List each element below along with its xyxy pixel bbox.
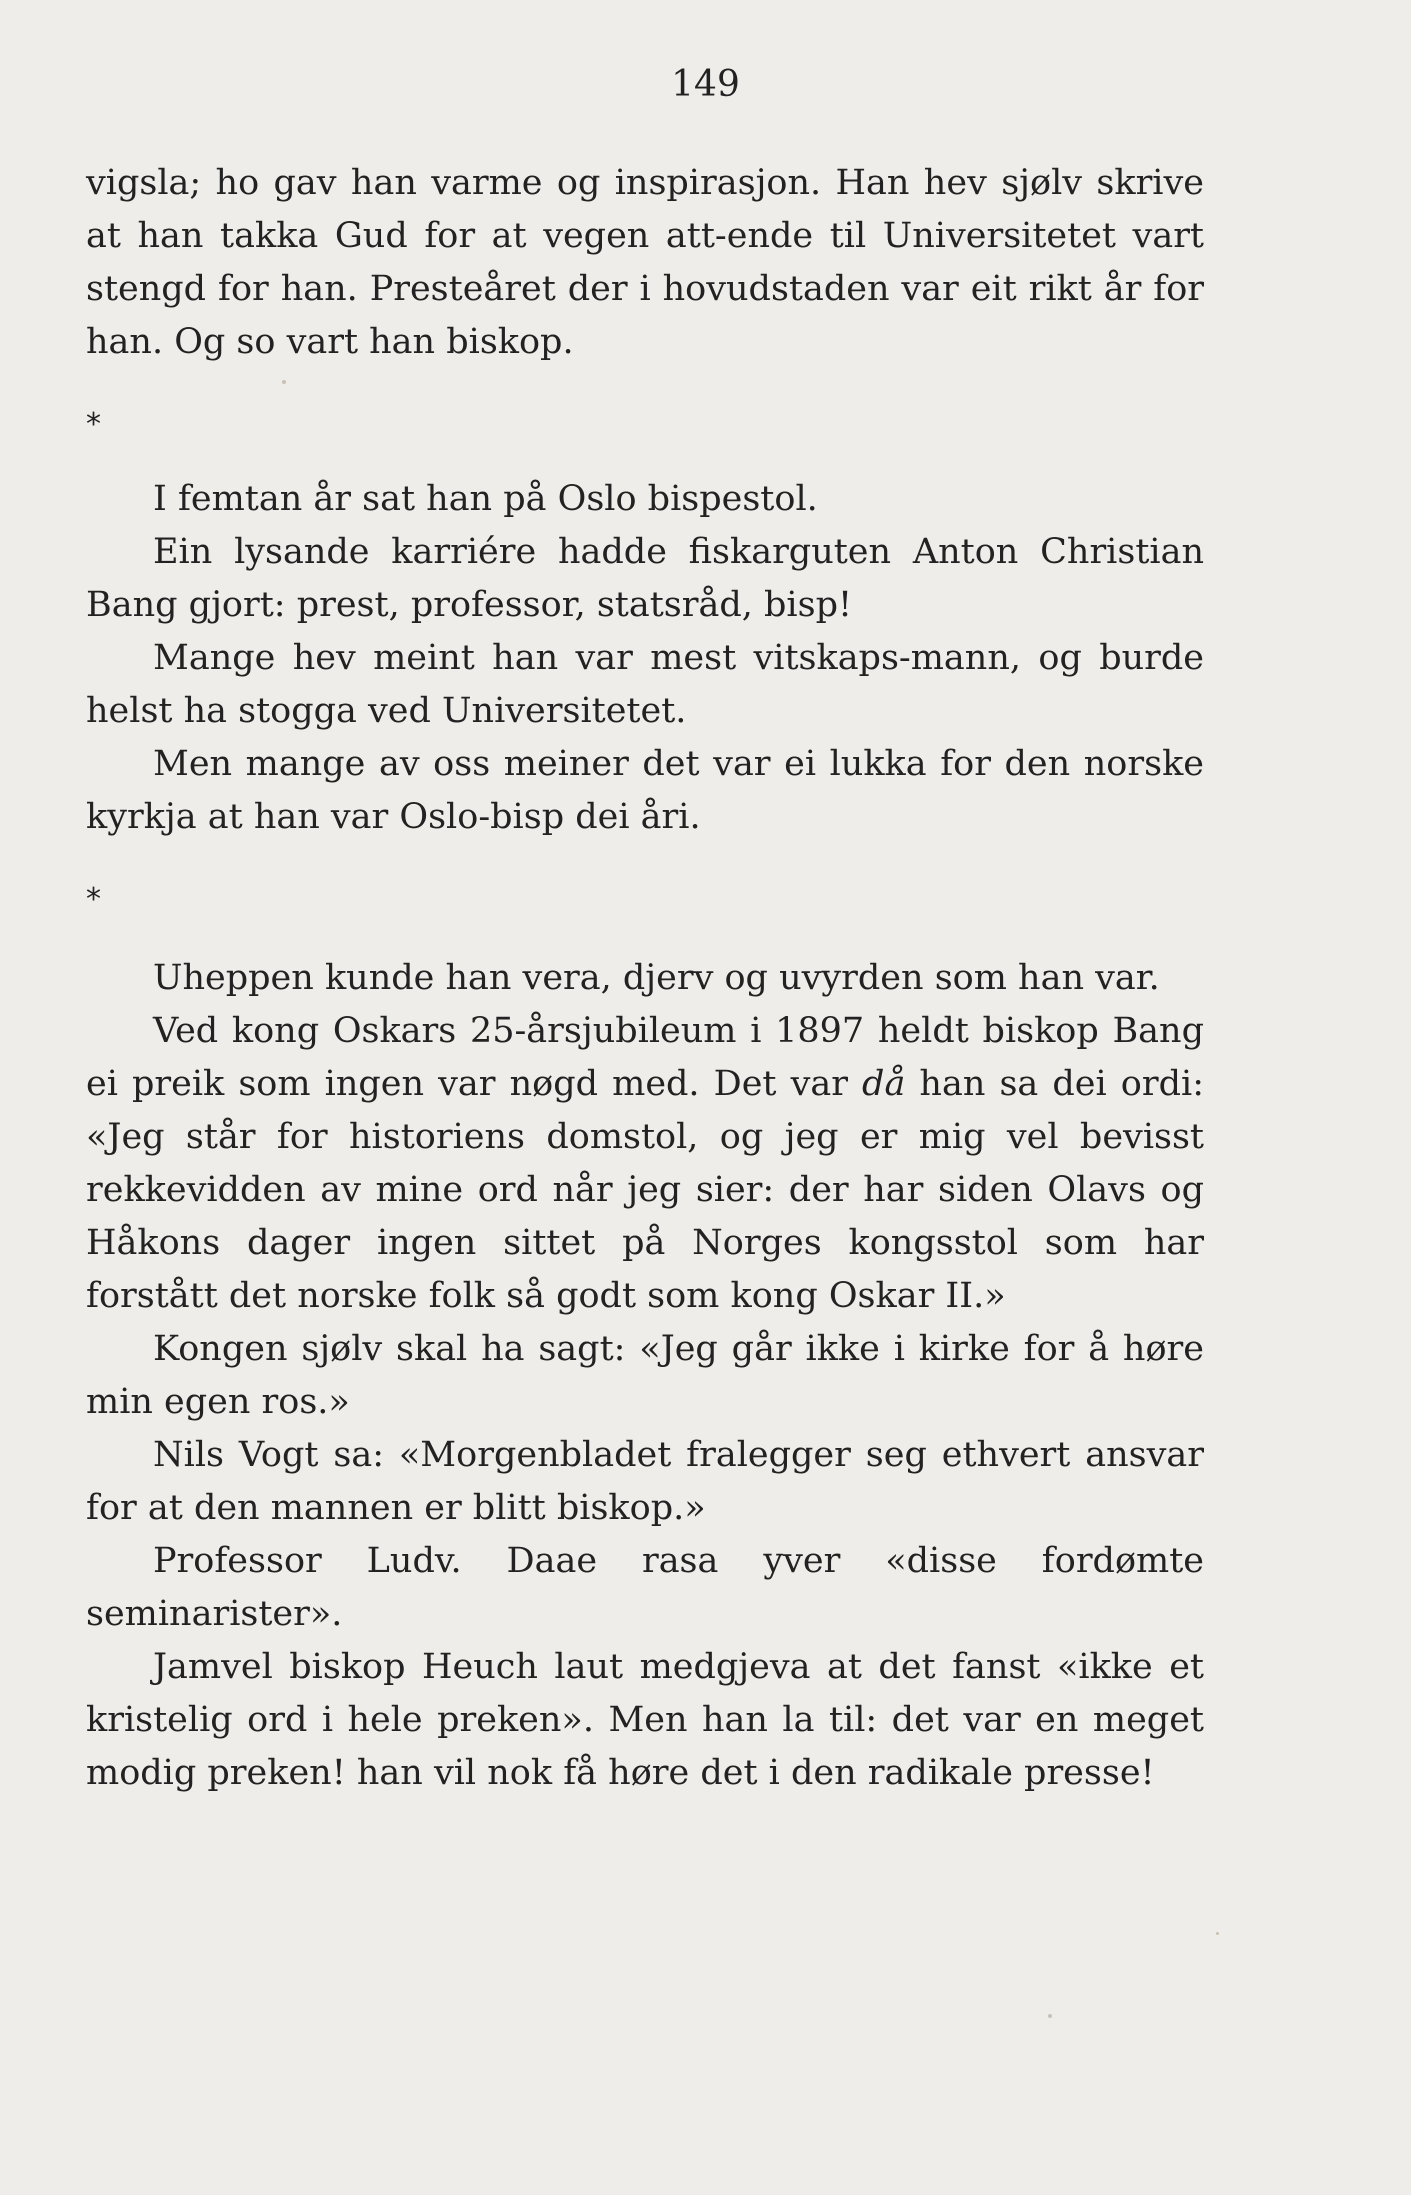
paragraph: I femtan år sat han på Oslo bispestol. [153,479,818,519]
paragraph: Men mange av oss meiner det var ei lukka for den norske kyrkja at han var Oslo-bisp dei åri. [86,744,1204,837]
section-divider-1 [86,398,1204,451]
paragraph: Kongen sjølv skal ha sagt: «Jeg går ikke i kirke for å høre min egen ros.» [86,1329,1204,1422]
paper-speck [1216,1932,1219,1935]
asterisk-divider: * [86,407,101,442]
text-section-2 [86,473,1204,844]
emphasis-text: då [862,1064,906,1104]
text-section-3 [86,952,1204,1800]
paragraph: Uheppen kunde han vera, djerv og uvyrden som han var. [153,958,1160,998]
section-divider-2 [86,873,1204,926]
paragraph: vigsla; ho gav han varme og inspirasjon. Han hev sjølv skrive at han takka Gud for at vegen att-ende til Universitetet vart stengd for han. Presteåret der i hovudstaden var eit rikt år for han. Og so vart han biskop. [86,163,1204,362]
asterisk-divider: * [86,882,101,917]
paragraph-text: Ved kong Oskars 25-årsjubileum i 1897 heldt biskop Bang ei preik som ingen var nøgd med. Det var [86,1011,1204,1104]
text-section-1 [86,157,1204,369]
paragraph: Mange hev meint han var mest vitskaps-mann, og burde helst ha stogga ved Universitetet. [86,638,1204,731]
paragraph: Nils Vogt sa: «Morgenbladet fralegger seg ethvert ansvar for at den mannen er blitt biskop.» [86,1435,1204,1528]
paragraph: Jamvel biskop Heuch laut medgjeva at det fanst «ikke et kristelig ord i hele preken». Men han la til: det var en meget modig preken! han vil nok få høre det i den radikale presse! [86,1647,1204,1793]
page-number: 149 [671,64,740,105]
paragraph: Ein lysande karriére hadde fiskarguten Anton Christian Bang gjort: prest, professor, statsråd, bisp! [86,532,1204,625]
paragraph-text: han sa dei ordi: «Jeg står for historiens domstol, og jeg er mig vel bevisst rekkevidden av mine ord når jeg sier: der har siden Olavs og Håkons dager ingen sittet på Norges kongsstol som har forstått det norske folk så godt som kong Oskar II.» [86,1064,1204,1316]
paragraph [86,1005,1204,1323]
paper-speck [282,380,286,384]
paper-speck [1048,2014,1052,2018]
paragraph: Professor Ludv. Daae rasa yver «disse fordømte seminarister». [86,1541,1204,1634]
